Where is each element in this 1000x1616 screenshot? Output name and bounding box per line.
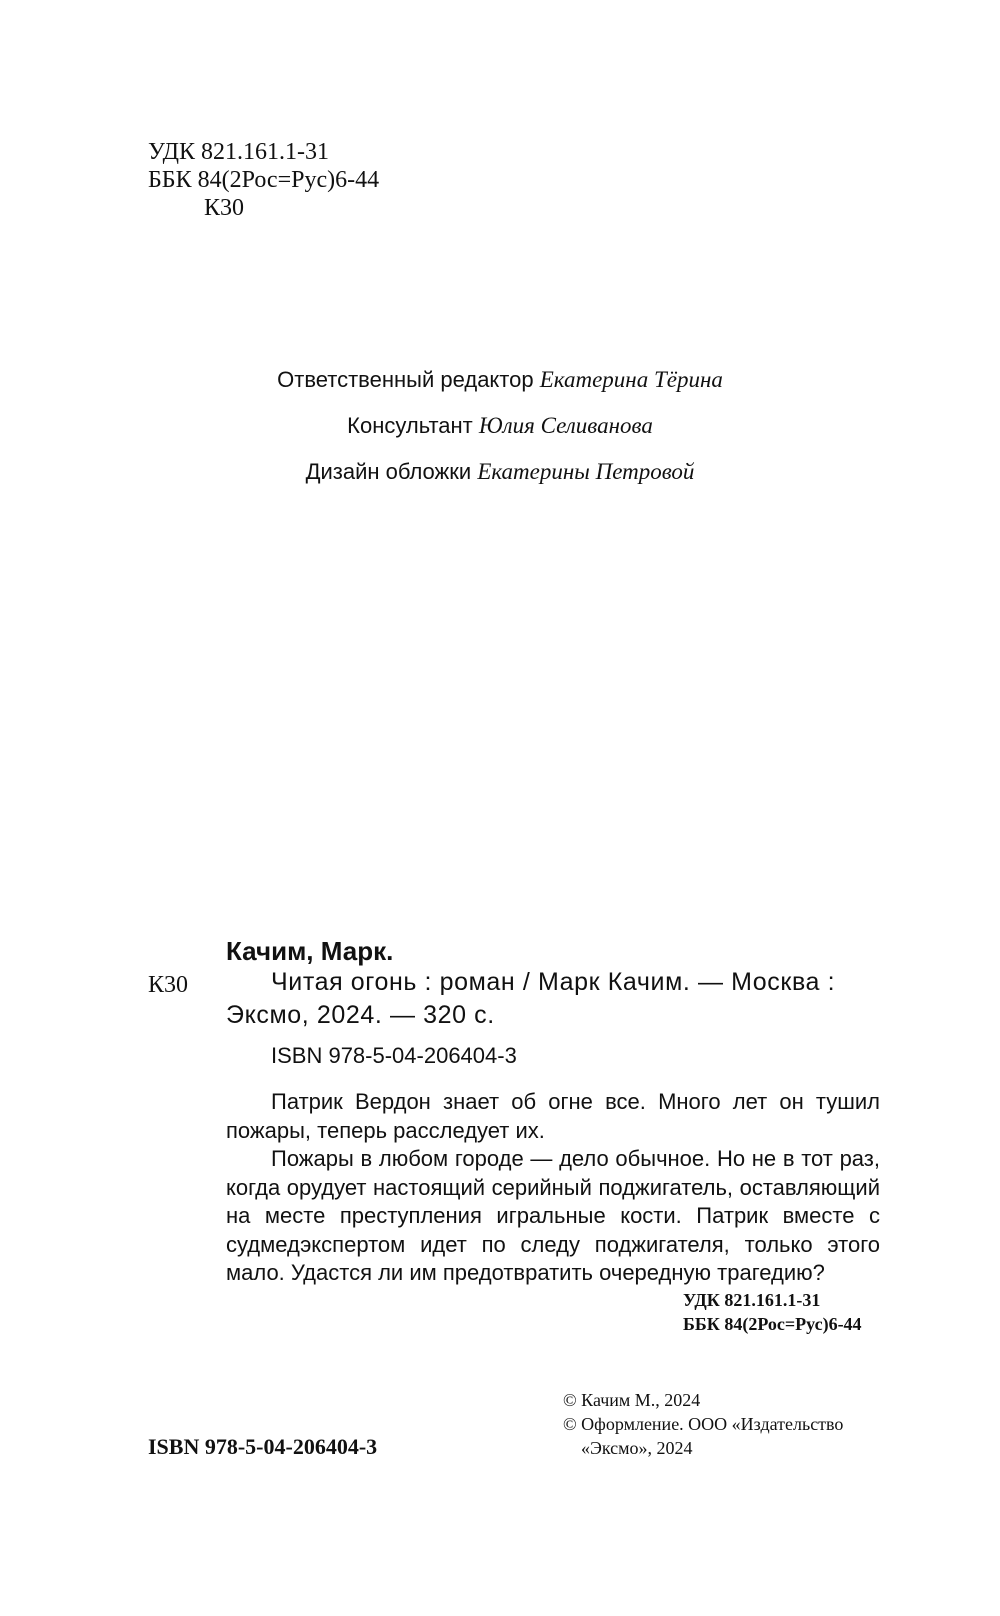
design-role: Дизайн обложки [305,459,472,484]
annotation-paragraph-1: Патрик Вердон знает об огне все. Много лет он тушил пожары, теперь расследует их. [226,1089,880,1143]
card-classification-codes [683,1288,862,1336]
credit-editor [0,366,1000,412]
card-title-line: Читая огонь : роман / Марк Качим. — Москва : [271,968,836,996]
design-name: Екатерины Петровой [477,459,695,484]
card-publication-line: Эксмо, 2024. — 320 с. [226,1001,495,1029]
editor-name: Екатерина Тёрина [539,367,723,392]
card-author-sign: К30 [148,972,189,998]
consultant-name: Юлия Селиванова [478,413,653,438]
consultant-role: Консультант [347,413,473,438]
editor-role: Ответственный редактор [277,367,534,392]
copyright-design-line1: © Оформление. ООО «Издательство [563,1414,844,1434]
card-annotation [226,1088,880,1288]
isbn-bottom: ISBN 978-5-04-206404-3 [148,1434,378,1459]
top-bbk-code: ББК 84(2Рос=Рус)6-44 [148,167,380,193]
copyright-design-line2: «Эксмо», 2024 [581,1438,693,1458]
card-udk-code: УДК 821.161.1-31 [683,1290,821,1310]
top-classification-codes [148,138,379,222]
top-udk-code: УДК 821.161.1-31 [148,139,329,165]
credit-design [0,458,1000,504]
card-bbk-code: ББК 84(2Рос=Рус)6-44 [683,1314,862,1334]
credits-block [0,366,1000,504]
card-author: Качим, Марк. [226,936,394,966]
annotation-paragraph-2: Пожары в любом городе — дело обычное. Но не в тот раз, когда орудует настоящий серийный поджигатель, оставляющий на месте преступления игральные кости. Патрик вместе с судмедэкспертом идет по следу поджигателя, только этого мало. Удастся ли им предотвратить очередную трагедию? [226,1146,880,1285]
copyright-author: © Качим М., 2024 [563,1390,701,1410]
copyright-block [563,1388,843,1460]
credit-consultant [0,412,1000,458]
top-author-sign: К30 [204,195,245,221]
card-isbn: ISBN 978-5-04-206404-3 [271,1043,517,1068]
